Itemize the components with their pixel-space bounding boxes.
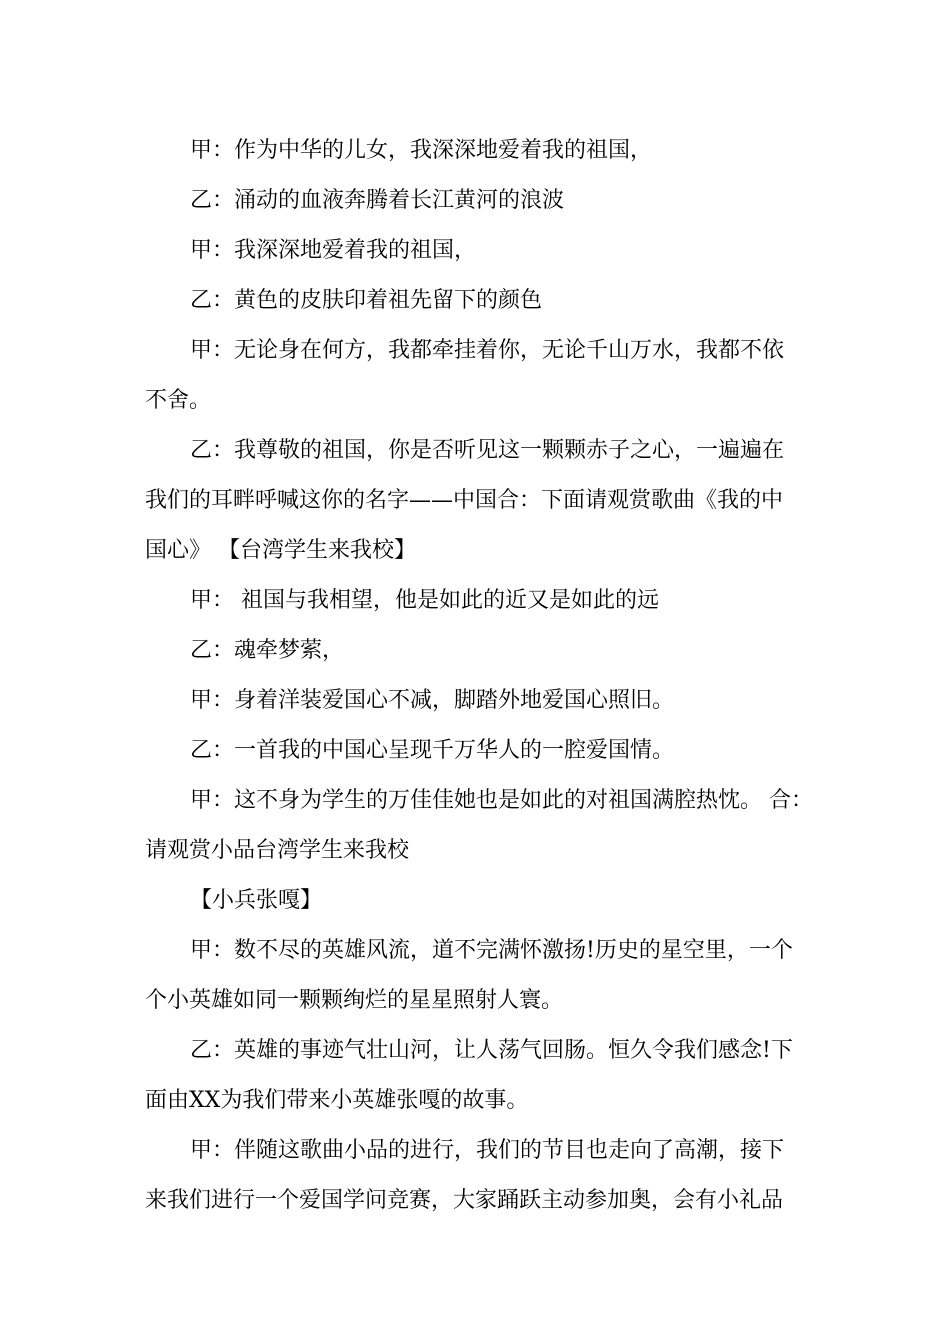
text-line: 请观赏小品台湾学生来我校 (145, 838, 410, 863)
text-line: 甲：作为中华的儿女，我深深地爱着我的祖国， (190, 138, 653, 163)
text-line: 乙：我尊敬的祖国，你是否听见这一颗颗赤子之心，一遍遍在 (190, 438, 785, 463)
text-line: 来我们进行一个爱国学问竞赛，大家踊跃主动参加奥，会有小礼品 (145, 1188, 784, 1213)
text-line: 不舍。 (145, 388, 212, 413)
text-line: 面由XX为我们带来小英雄张嘎的故事。 (145, 1088, 529, 1113)
text-line: 甲：这不身为学生的万佳佳她也是如此的对祖国满腔热忱。 合： (190, 788, 813, 813)
text-line: 甲：伴随这歌曲小品的进行，我们的节目也走向了高潮，接下 (190, 1138, 785, 1163)
text-line: 个小英雄如同一颗颗绚烂的星星照射人寰。 (145, 988, 564, 1013)
text-line: 乙：黄色的皮肤印着祖先留下的颜色 (190, 288, 543, 313)
text-line: 甲：无论身在何方，我都牵挂着你，无论千山万水，我都不依 (190, 338, 785, 363)
text-line: 甲：我深深地爱着我的祖国， (190, 238, 477, 263)
text-line: 甲：身着洋装爱国心不减，脚踏外地爱国心照旧。 (190, 688, 675, 713)
text-line: 我们的耳畔呼喊这你的名字——中国合：下面请观赏歌曲《我的中 (145, 488, 784, 513)
text-line: 乙：涌动的血液奔腾着长江黄河的浪波 (190, 188, 565, 213)
text-line: 乙：英雄的事迹气壮山河，让人荡气回肠。恒久令我们感念!下 (190, 1038, 793, 1063)
text-line: 乙：一首我的中国心呈现千万华人的一腔爱国情。 (190, 738, 675, 763)
text-line: 乙：魂牵梦萦， (190, 638, 345, 663)
text-line: 甲： 祖国与我相望，他是如此的近又是如此的远 (190, 588, 659, 613)
section-heading: 【小兵张嘎】 (190, 888, 323, 913)
text-line: 国心》 【台湾学生来我校】 (145, 538, 416, 563)
text-line: 甲：数不尽的英雄风流，道不完满怀激扬!历史的星空里，一个 (190, 938, 793, 963)
